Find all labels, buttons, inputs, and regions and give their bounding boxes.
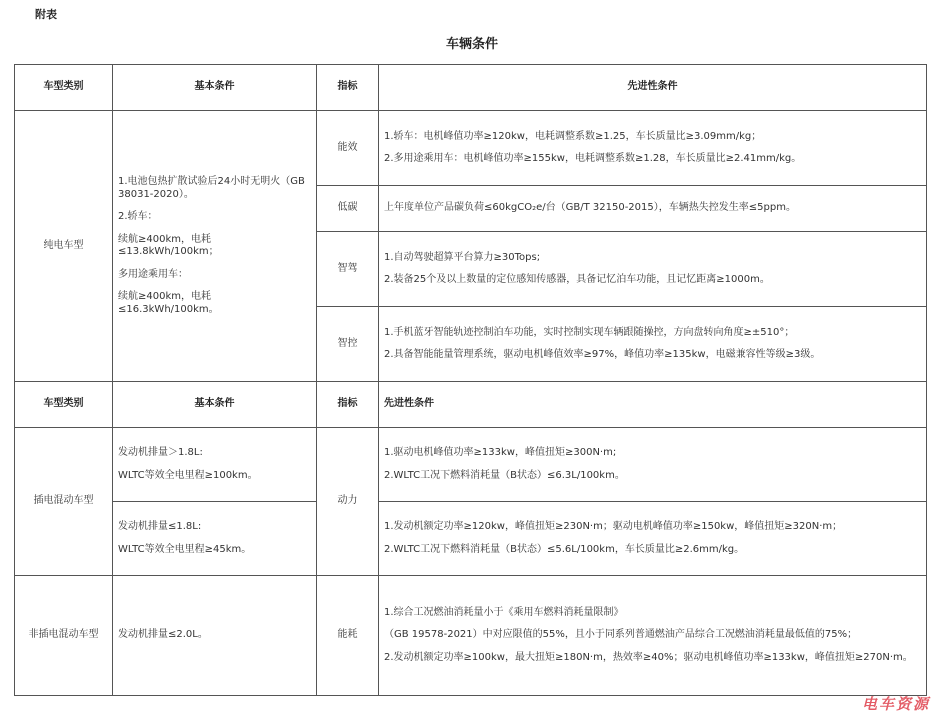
header-category: 车型类别 xyxy=(15,382,113,428)
indicator-energy-consumption: 能耗 xyxy=(317,576,379,696)
page-title: 车辆条件 xyxy=(445,37,498,52)
advanced-line: 2.WLTC工况下燃料消耗量（B状态）≤6.3L/100km。 xyxy=(384,469,625,481)
advanced-line: 1.手机蓝牙智能轨迹控制泊车功能，实时控制实现车辆跟随操控，方向盘转向角度≥±510°； xyxy=(384,326,795,338)
bev-basic-line: 多用途乘用车： xyxy=(118,268,188,280)
advanced-line: 2.装备25个及以上数量的定位感知传感器，具备记忆泊车功能，且记忆距离≥1000m。 xyxy=(384,274,770,285)
table-header-row xyxy=(15,65,927,111)
phev-basic-line: WLTC等效全电里程≥45km。 xyxy=(118,543,252,555)
indicator-low-carbon: 低碳 xyxy=(317,186,379,232)
table-row xyxy=(15,502,927,576)
phev-basic-line: 发动机排量≤1.8L: xyxy=(118,521,202,532)
advanced-cell xyxy=(379,428,927,502)
header-indicator: 指标 xyxy=(317,65,379,111)
advanced-cell xyxy=(379,111,927,186)
advanced-line: （GB 19578-2021）中对应限值的55%，且小于同系列普通燃油产品综合工况燃油消耗量最低值的75%； xyxy=(384,629,858,641)
advanced-line: 1.驱动电机峰值功率≥133kw，峰值扭矩≥300N·m; xyxy=(384,447,617,458)
advanced-line: 上年度单位产品碳负荷≤60kgCO₂e/台（GB/T 32150-2015），车辆热失控发生率≤5ppm。 xyxy=(384,202,796,214)
hev-basic-line: 发动机排量≤2.0L。 xyxy=(118,629,208,641)
attachment-label: 附表 xyxy=(35,8,57,21)
advanced-line: 2.发动机额定功率≥100kw，最大扭矩≥180N·m，热效率≥40%；驱动电机峰值功率≥133kw，峰值扭矩≥270N·m。 xyxy=(384,651,913,663)
phev-basic-line: WLTC等效全电里程≥100km。 xyxy=(118,469,258,481)
header-basic: 基本条件 xyxy=(113,382,317,428)
advanced-cell xyxy=(379,186,927,232)
indicator-energy-efficiency: 能效 xyxy=(317,111,379,186)
hev-category: 非插电混动车型 xyxy=(15,576,113,696)
phev-category: 插电混动车型 xyxy=(15,428,113,576)
advanced-cell xyxy=(379,232,927,307)
advanced-line: 2.多用途乘用车：电机峰值功率≥155kw，电耗调整系数≥1.28，车长质量比≥2.41mm/kg。 xyxy=(384,153,802,164)
table-row xyxy=(15,111,927,186)
bev-basic-line: 1.电池包热扩散试验后24小时无明火（GB 38031-2020）。 xyxy=(118,176,305,200)
hev-basic-cell xyxy=(113,576,317,696)
advanced-line: 1.自动驾驶超算平台算力≥30Tops; xyxy=(384,251,541,263)
bev-basic-cell xyxy=(113,111,317,382)
bev-basic-line: 续航≥400km，电耗≤13.8kWh/100km； xyxy=(118,233,219,257)
advanced-line: 2.具备智能能量管理系统，驱动电机峰值效率≥97%，峰值功率≥135kw，电磁兼容性等级≥3级。 xyxy=(384,349,821,360)
header-basic: 基本条件 xyxy=(113,65,317,111)
header-advanced: 先进性条件 xyxy=(379,382,927,428)
advanced-line: 1.发动机额定功率≥120kw，峰值扭矩≥230N·m；驱动电机峰值功率≥150kw，峰值扭矩≥320N·m； xyxy=(384,521,843,532)
phev-basic-line: 发动机排量＞1.8L: xyxy=(118,447,203,458)
advanced-cell xyxy=(379,502,927,576)
indicator-smart-driving: 智驾 xyxy=(317,232,379,307)
watermark-logo: 电车资源 xyxy=(861,695,930,713)
header-indicator: 指标 xyxy=(317,382,379,428)
bev-category: 纯电车型 xyxy=(15,111,113,382)
table-subheader-row xyxy=(15,382,927,428)
table-row xyxy=(15,428,927,502)
advanced-line: 1.综合工况燃油消耗量小于《乘用车燃料消耗量限制》 xyxy=(384,606,624,618)
indicator-smart-control: 智控 xyxy=(317,307,379,382)
table-row xyxy=(15,576,927,696)
phev-basic-cell xyxy=(113,428,317,502)
phev-basic-cell xyxy=(113,502,317,576)
bev-basic-line: 续航≥400km，电耗≤16.3kWh/100km。 xyxy=(118,291,219,315)
advanced-cell xyxy=(379,307,927,382)
advanced-cell xyxy=(379,576,927,696)
header-category: 车型类别 xyxy=(15,65,113,111)
vehicle-conditions-table xyxy=(14,64,927,696)
advanced-line: 2.WLTC工况下燃料消耗量（B状态）≤5.6L/100km，车长质量比≥2.6mm/kg。 xyxy=(384,543,745,555)
advanced-line: 1.轿车：电机峰值功率≥120kw，电耗调整系数≥1.25，车长质量比≥3.09mm/kg； xyxy=(384,130,762,142)
bev-basic-line: 2.轿车： xyxy=(118,211,158,222)
header-advanced: 先进性条件 xyxy=(379,65,927,111)
indicator-power: 动力 xyxy=(317,428,379,576)
